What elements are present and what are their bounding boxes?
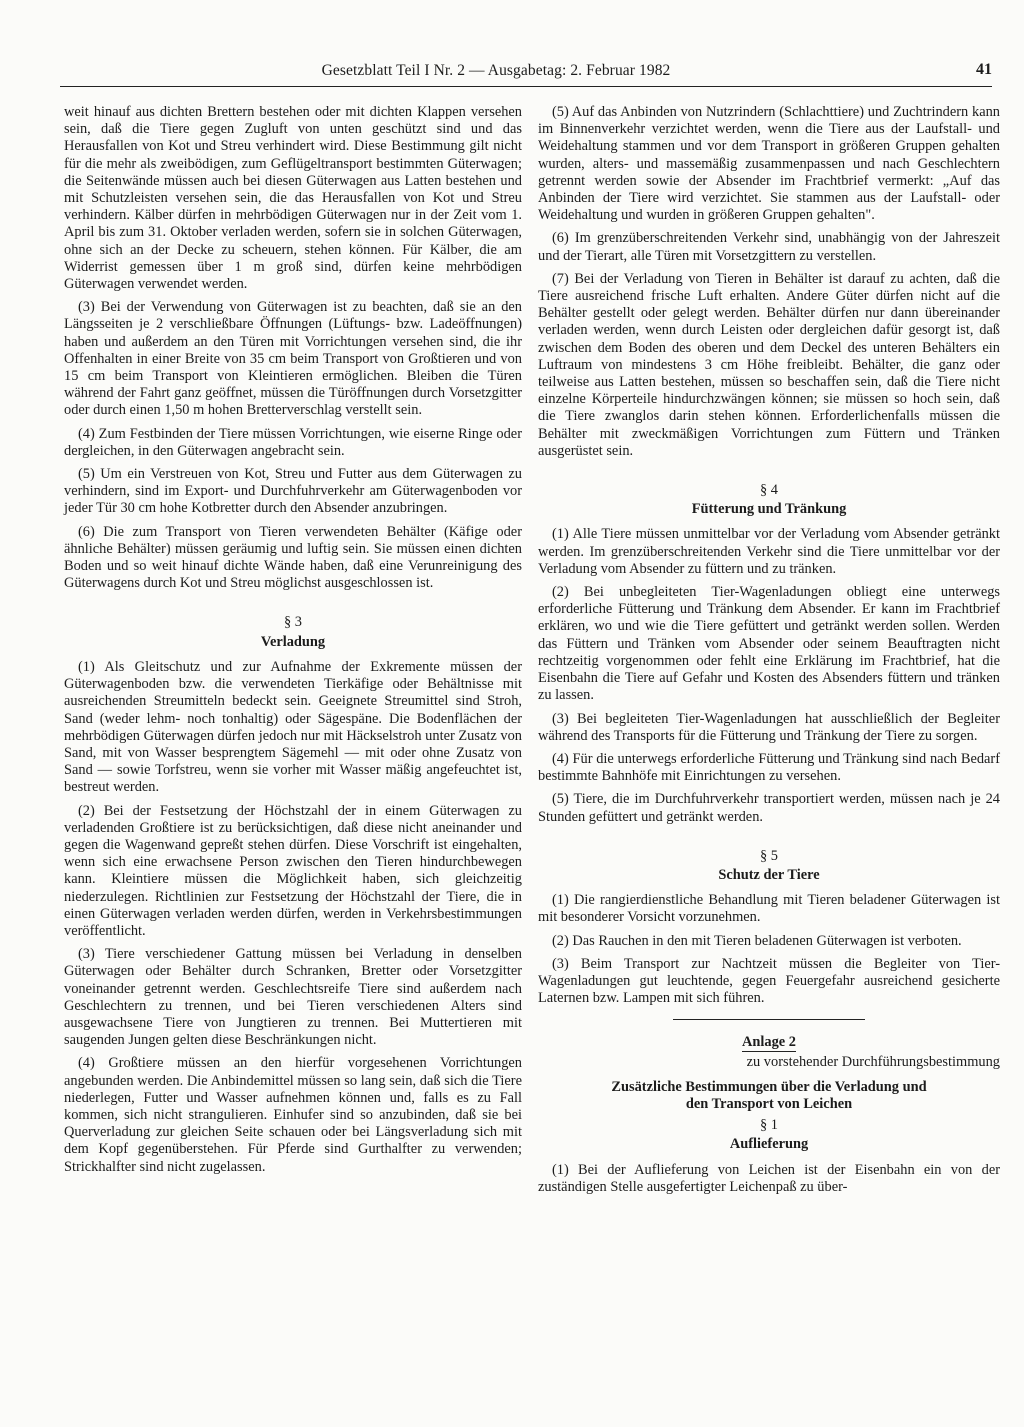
paragraph: (2) Bei der Festsetzung der Höchstzahl der in einem Güterwagen zu verladenden Großtiere ist zu berücksichtigen, daß diese nicht aneinander und gegen die Wagenwand gepreßt stehen dürfen. Diese Vorschrift ist eingehalten, wenn sich eine erwachsene Person zwischen den Tieren hindurchbewegen kann. Kleintiere müssen die Möglichkeit haben, sich gleichzeitig niederzulegen. Richtlinien zur Festsetzung der Höchstzahl der Tiere, die in einen Güterwagen verladen werden dürfen, werden in Verkehrsbestimmungen veröffentlicht. bbox=[64, 802, 522, 939]
paragraph: (2) Das Rauchen in den mit Tieren beladenen Güterwagen ist verboten. bbox=[552, 932, 962, 949]
section-number: § 3 bbox=[284, 614, 302, 631]
left-column bbox=[64, 104, 522, 1182]
section-title: Fütterung und Tränkung bbox=[691, 501, 847, 518]
running-head: Gesetzblatt Teil I Nr. 2 — Ausgabetag: 2. Februar 1982 bbox=[321, 62, 671, 79]
section-title: Schutz der Tiere bbox=[718, 866, 820, 883]
paragraph: (5) Tiere, die im Durchfuhrverkehr transportiert werden, müssen nach je 24 Stunden gefüttert und getränkt werden. bbox=[538, 791, 1000, 825]
section-title: Auflieferung bbox=[729, 1136, 809, 1153]
divider-rule bbox=[673, 1019, 865, 1020]
annex-title-text: Anlage 2 bbox=[742, 1034, 796, 1051]
annex-heading-line: Zusätzliche Bestimmungen über die Verladung und bbox=[611, 1078, 927, 1095]
paragraph: (1) Alle Tiere müssen unmittelbar vor der Verladung vom Absender getränkt werden. Im grenzüberschreitenden Verkehr sind die Tiere unmittelbar vor der Verladung vom Absender zu füttern und zu tränken. bbox=[538, 526, 1000, 577]
paragraph: (7) Bei der Verladung von Tieren in Behälter ist darauf zu achten, daß die Tiere ausreichend frische Luft erhalten. Andere Güter dürfen nicht auf die Behälter gestellt oder gelegt werden. Behälter dürfen nur dann übereinander verladen werden, wenn durch Leisten oder dergleichen dafür gesorgt ist, daß zwischen dem Boden des oberen und dem Deckel des unteren Behälters ein Luftraum von mindestens 3 cm Höhe freibleibt. Behälter, die ganz oder teilweise aus Latten bestehen, müssen so beschaffen sein, daß die Tiere nicht einzelne Körperteile hindurchzwängen können; sie müssen so hoch sein, daß die Tiere zwanglos darin stehen können. Erforderlichenfalls müssen die Behälter mit zweckmäßigen Vorrichtungen zum Füttern und Tränken ausgerüstet sein. bbox=[538, 270, 1000, 459]
annex-title bbox=[538, 1034, 1000, 1051]
section-number: § 5 bbox=[760, 847, 778, 864]
page-number: 41 bbox=[976, 61, 992, 78]
section-number: § 1 bbox=[760, 1117, 778, 1134]
right-column bbox=[538, 104, 1000, 1202]
paragraph: (1) Die rangierdienstliche Behandlung mit Tieren beladener Güterwagen ist mit besonderer Vorsicht vorzunehmen. bbox=[538, 892, 1000, 926]
annex-heading-line: den Transport von Leichen bbox=[685, 1095, 853, 1112]
section-number: § 4 bbox=[760, 482, 778, 499]
paragraph: (1) Bei der Auflieferung von Leichen ist der Eisenbahn ein von der zuständigen Stelle ausgefertigter Leichenpaß zu über- bbox=[538, 1161, 1000, 1195]
page-header bbox=[60, 62, 992, 87]
paragraph: (2) Bei unbegleiteten Tier-Wagenladungen obliegt eine unterwegs erforderliche Fütterung und Tränkung dem Absender. Er kann im Frachtbrief erklären, wo und wie die Tiere gefüttert und getränkt werden sollen. Werden das Füttern und Tränken vom Absender oder seinem Beauftragten nicht rechtzeitig vorgenommen oder fehlt eine Erklärung im Frachtbrief, hat die Eisenbahn die Tiere auf Gefahr und Kosten des Absenders füttern und tränken zu lassen. bbox=[538, 584, 1000, 704]
paragraph: (6) Die zum Transport von Tieren verwendeten Behälter (Käfige oder ähnliche Behälter) müssen geräumig und luftig sein. Sie müssen einen dichten Boden und so weit hinauf dichte Wände haben, daß eine Verunreinigung des Güterwagens durch Kot und Streu möglichst ausgeschlossen ist. bbox=[64, 523, 522, 592]
paragraph: (1) Als Gleitschutz und zur Aufnahme der Exkremente müssen der Güterwagenboden bzw. die verwendeten Tierkäfige oder Behältnisse mit ausreichenden Streumitteln bedeckt sein. Geeignete Streumittel sind Stroh, Sand (weder lehm- noch tonhaltig) oder Sägespäne. Die Bodenflächen der mehrbödigen Güterwagen dürfen jedoch nur mit Häckselstroh unter Zusatz von Sand, mit von Wasser besprengtem Sägemehl — mit oder ohne Zusatz von Sand — sowie Torfstreu, wenn sie vorher mit Wasser mäßig angefeuchtet ist, bestreut werden. bbox=[64, 658, 522, 796]
paragraph: (3) Tiere verschiedener Gattung müssen bei Verladung in denselben Güterwagen oder Behälter durch Schranken, Bretter oder Vorsetzgitter voneinander getrennt werden. Geschlechtsreife Tiere sind außerdem nach Geschlechtern zu trennen, und bei Tieren verschiedenen Alters sind ausgewachsene Tiere von Jungtieren zu trennen. Bei Muttertieren mit saugenden Jungen gelten diese Beschränkungen nicht. bbox=[64, 946, 522, 1049]
paragraph: weit hinauf aus dichten Brettern bestehen oder mit dichten Klappen versehen sein, daß die Tiere gegen Zugluft von unten geschützt sind und das Herausfallen von Kot und Streu verhindert wird. Diese Bestimmung gilt nicht für die mehr als zweibödigen, zum Geflügeltransport bestimmten Güterwagen; die Seitenwände müssen auch bei diesen Güterwagen aus Latten bestehen und mit Schutzleisten versehen sein, die das Herausfallen von Kot und Streu verhindern. Kälber dürfen in mehrbödigen Güterwagen nur in der Zeit vom 1. April bis zum 31. Oktober verladen werden, sofern sie in solchen Güterwagen, ohne sich an der Decke zu scheuern, stehen können. Für Kälber, die am Widerrist gemessen über 1 m groß sind, dürfen keine mehrbödigen Güterwagen verwendet werden. bbox=[64, 104, 522, 293]
paragraph: (6) Im grenzüberschreitenden Verkehr sind, unabhängig von der Jahreszeit und der Tierart, alle Türen mit Vorsetzgittern zu verstellen. bbox=[538, 230, 1000, 264]
paragraph: (3) Beim Transport zur Nachtzeit müssen die Begleiter von Tier-Wagenladungen gut leuchtende, gegen Feuergefahr ausreichend gesicherte Laternen bzw. Lampen mit sich führen. bbox=[538, 955, 1000, 1007]
annex-subtitle: zu vorstehender Durchführungsbestimmung bbox=[746, 1053, 1000, 1070]
paragraph: (4) Für die unterwegs erforderliche Fütterung und Tränkung sind nach Bedarf bestimmte Bahnhöfe mit Einrichtungen zu versehen. bbox=[538, 750, 1000, 785]
paragraph: (5) Auf das Anbinden von Nutzrindern (Schlachttiere) und Zuchtrindern kann im Binnenverkehr verzichtet werden, wenn die Tiere aus der Laufstall- und Weidehaltung stammen und vor dem Transport in größeren Gruppen gehalten wurden, alters- und massemäßig zusammenpassen und nach Geschlechtern getrennt werden sowie der Absender im Frachtbrief vermerkt: „Auf das Anbinden der Tiere wird verzichtet. Sie stammen aus der Laufstall- oder Weidehaltung und wurden in größeren Gruppen gehalten". bbox=[538, 104, 1000, 224]
paragraph: (4) Großtiere müssen an den hierfür vorgesehenen Vorrichtungen angebunden werden. Die Anbindemittel müssen so lang sein, daß sich die Tiere niederlegen, Futter und Wasser aufnehmen können und, falls es zu Fall kommen, sich nicht strangulieren. Einhufer sind so anzubinden, daß sie bei Querverladung zur gleichen Seite schauen oder bei Längsverladung sich mit dem Kopf gegenüberstehen. Für Pferde sind Gurthalfter zu verwenden; Strickhalfter sind nicht zugelassen. bbox=[64, 1055, 522, 1175]
paragraph: (5) Um ein Verstreuen von Kot, Streu und Futter aus dem Güterwagen zu verhindern, sind im Export- und Durchfuhrverkehr am Güterwagenboden vor jeder Tür 30 cm hohe Kotbretter durch den Absender anzubringen. bbox=[64, 466, 522, 517]
paragraph: (3) Bei begleiteten Tier-Wagenladungen hat ausschließlich der Begleiter während des Transports für die Fütterung und Tränkung der Tiere zu sorgen. bbox=[538, 710, 1000, 744]
annex-heading bbox=[538, 1079, 1000, 1113]
paragraph: (4) Zum Festbinden der Tiere müssen Vorrichtungen, wie eiserne Ringe oder dergleichen, in den Güterwagen angebracht sein. bbox=[64, 425, 522, 459]
paragraph: (3) Bei der Verwendung von Güterwagen ist zu beachten, daß sie an den Längsseiten je 2 verschließbare Öffnungen (Lüftungs- bzw. Ladeöffnungen) haben und außerdem an den Türen mit Vorrichtungen versehen sind, die ihr Offenhalten in einer Breite von 35 cm beim Transport von Großtieren und von 15 cm beim Transport von Kleintieren ermöglichen. Bleiben die Türen während der Fahrt ganz geöffnet, müssen die Türöffnungen durch Vorsetzgitter oder durch einen 1,50 m hohen Bretterverschlag verstellt sein. bbox=[64, 299, 522, 419]
section-title: Verladung bbox=[260, 633, 326, 650]
